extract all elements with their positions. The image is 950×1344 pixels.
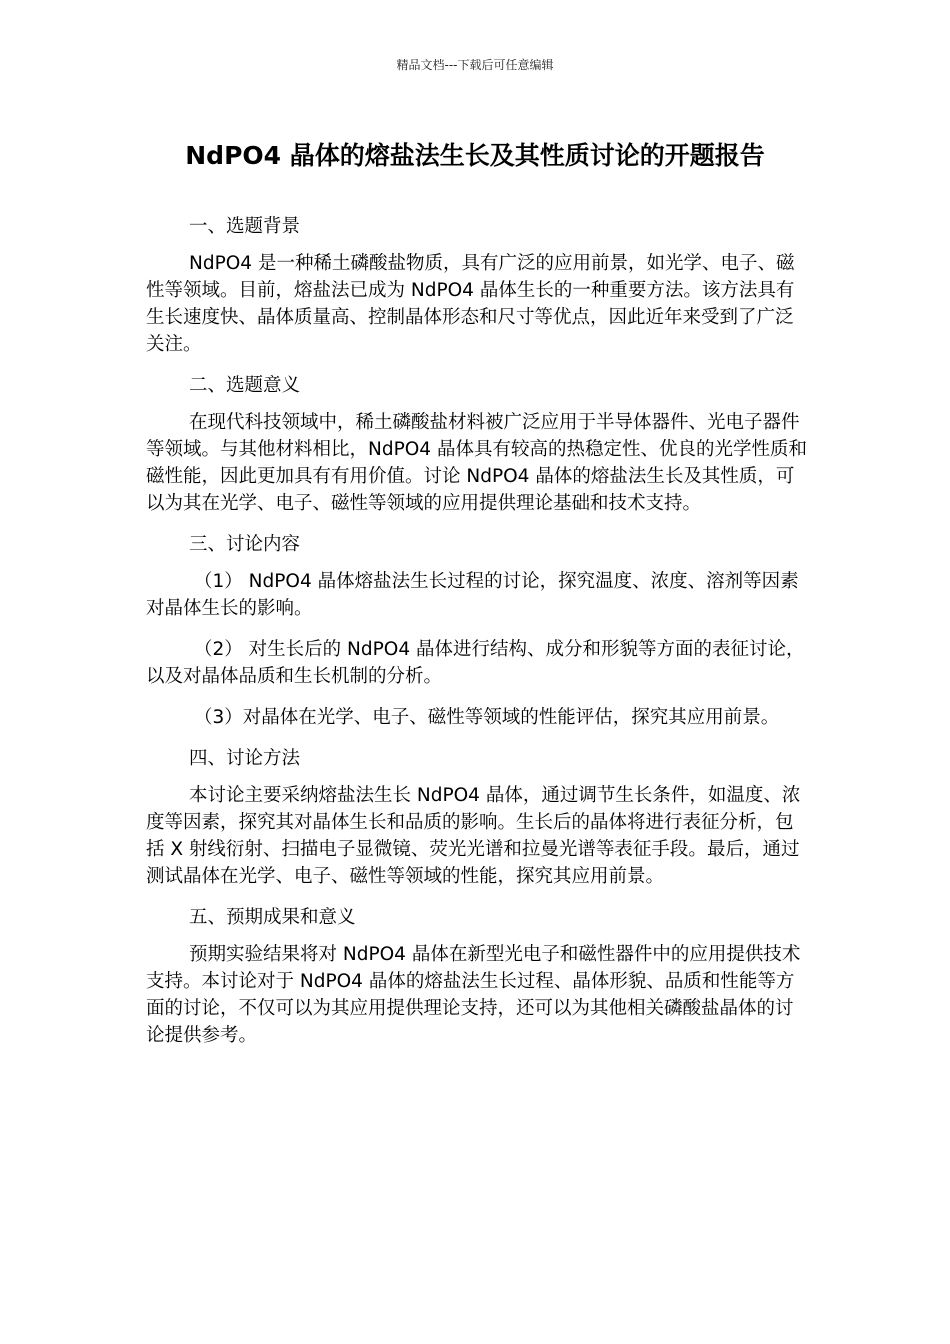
paragraph: 预期实验结果将对 NdPO4 晶体在新型光电子和磁性器件中的应用提供技术支持。本讨论对于 NdPO4 晶体的熔盐法生长过程、晶体形貌、品质和性能等方面的讨论，不仅可以为其应用提供理论支持，还可以为其他相关磷酸盐晶体的讨论提供参考。 (146, 944, 801, 1046)
list-item: （3）对晶体在光学、电子、磁性等领域的性能评估，探究其应用前景。 (194, 707, 780, 728)
document-body (146, 213, 808, 1063)
list-item: （1） NdPO4 晶体熔盐法生长过程的讨论，探究温度、浓度、溶剂等因素对晶体生长的影响。 (146, 571, 799, 619)
section-heading: 三、讨论内容 (189, 534, 301, 555)
document-title: NdPO4 晶体的熔盐法生长及其性质讨论的开题报告 (185, 141, 765, 170)
section-significance (146, 372, 808, 517)
header-note: 精品文档---下载后可任意编辑 (396, 58, 554, 72)
section-heading: 五、预期成果和意义 (189, 907, 356, 928)
paragraph: 在现代科技领域中，稀土磷酸盐材料被广泛应用于半导体器件、光电子器件等领域。与其他材料相比，NdPO4 晶体具有较高的热稳定性、优良的光学性质和磁性能，因此更加具有有用价值。讨论 NdPO4 晶体的熔盐法生长及其性质，可以为其在光学、电子、磁性等领域的应用提供理论基础和技术支持。 (146, 412, 807, 514)
paragraph: NdPO4 是一种稀土磷酸盐物质，具有广泛的应用前景，如光学、电子、磁性等领域。目前，熔盐法已成为 NdPO4 晶体生长的一种重要方法。该方法具有生长速度快、晶体质量高、控制晶体形态和尺寸等优点，因此近年来受到了广泛关注。 (146, 253, 795, 355)
paragraph: 本讨论主要采纳熔盐法生长 NdPO4 晶体，通过调节生长条件，如温度、浓度等因素，探究其对晶体生长和品质的影响。生长后的晶体将进行表征分析，包括 X 射线衍射、扫描电子显微镜、荧光光谱和拉曼光谱等表征手段。最后，通过测试晶体在光学、电子、磁性等领域的性能，探究其应用前景。 (146, 785, 801, 887)
section-heading: 四、讨论方法 (189, 748, 301, 769)
section-heading: 一、选题背景 (189, 216, 301, 237)
section-heading: 二、选题意义 (189, 375, 301, 396)
section-expected-results (146, 904, 808, 1049)
section-method (146, 745, 808, 890)
section-content (146, 531, 808, 731)
section-background (146, 213, 808, 358)
list-item: （2） 对生长后的 NdPO4 晶体进行结构、成分和形貌等方面的表征讨论，以及对晶体品质和生长机制的分析。 (146, 639, 805, 687)
